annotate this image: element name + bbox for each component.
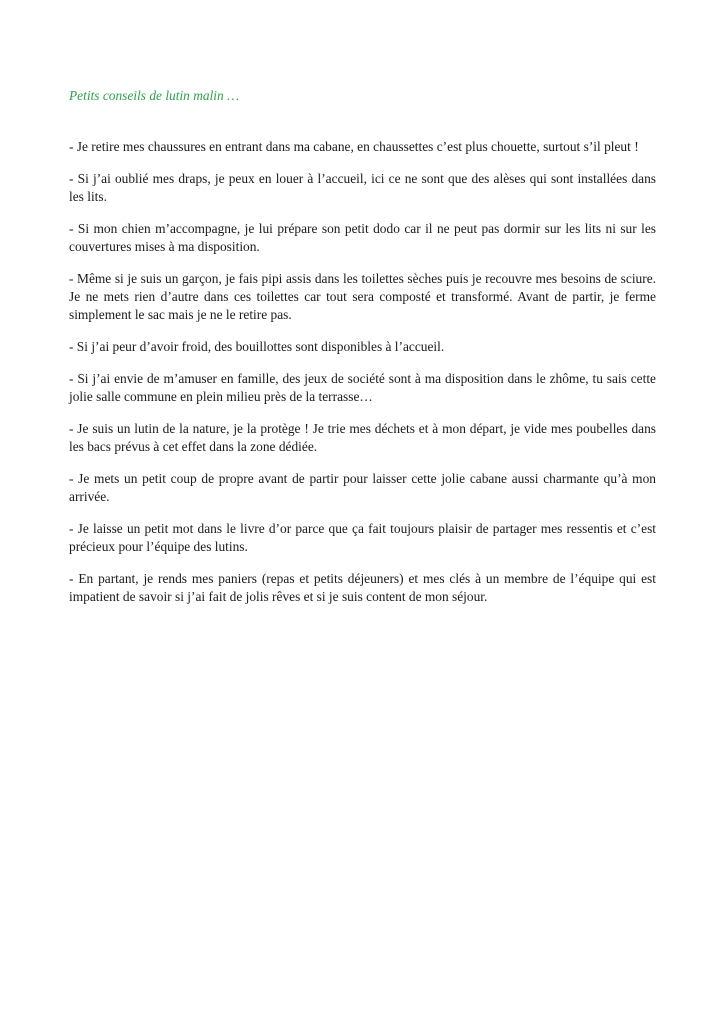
tip-dry-toilets: - Même si je suis un garçon, je fais pipi assis dans les toilettes sèches puis je recouvre mes besoins de sciure. Je ne mets rien d’autre dans ces toilettes car tout sera composté et transformé. Avant de partir, je ferme simplement le sac mais je ne le retire pas. (69, 271, 656, 322)
tip-departure: - En partant, je rends mes paniers (repas et petits déjeuners) et mes clés à un membre de l’équipe qui est impatient de savoir si j’ai fait de jolis rêves et si je suis content de mon séjour. (69, 571, 656, 604)
tip-dog: - Si mon chien m’accompagne, je lui prépare son petit dodo car il ne peut pas dormir sur les lits ni sur les couvertures mises à ma disposition. (69, 221, 656, 254)
tip-hot-water-bottles: - Si j’ai peur d’avoir froid, des bouillottes sont disponibles à l’accueil. (69, 339, 445, 354)
tip-board-games: - Si j’ai envie de m’amuser en famille, des jeux de société sont à ma disposition dans le zhôme, tu sais cette jolie salle commune en plein milieu près de la terrasse… (69, 371, 656, 404)
tip-cleaning: - Je mets un petit coup de propre avant de partir pour laisser cette jolie cabane aussi charmante qu’à mon arrivée. (69, 471, 656, 504)
document-page (69, 87, 656, 620)
tip-guestbook: - Je laisse un petit mot dans le livre d’or parce que ça fait toujours plaisir de partager mes ressentis et c’est précieux pour l’équipe des lutins. (69, 521, 656, 554)
tip-sheets: - Si j’ai oublié mes draps, je peux en louer à l’accueil, ici ce ne sont que des alèses qui sont installées dans les lits. (69, 171, 656, 204)
document-title: Petits conseils de lutin malin … (69, 88, 239, 103)
tip-waste-sorting: - Je suis un lutin de la nature, je la protège ! Je trie mes déchets et à mon départ, je vide mes poubelles dans les bacs prévus à cet effet dans la zone dédiée. (69, 421, 656, 454)
tip-shoes: - Je retire mes chaussures en entrant dans ma cabane, en chaussettes c’est plus chouette, surtout s’il pleut ! (69, 139, 639, 154)
